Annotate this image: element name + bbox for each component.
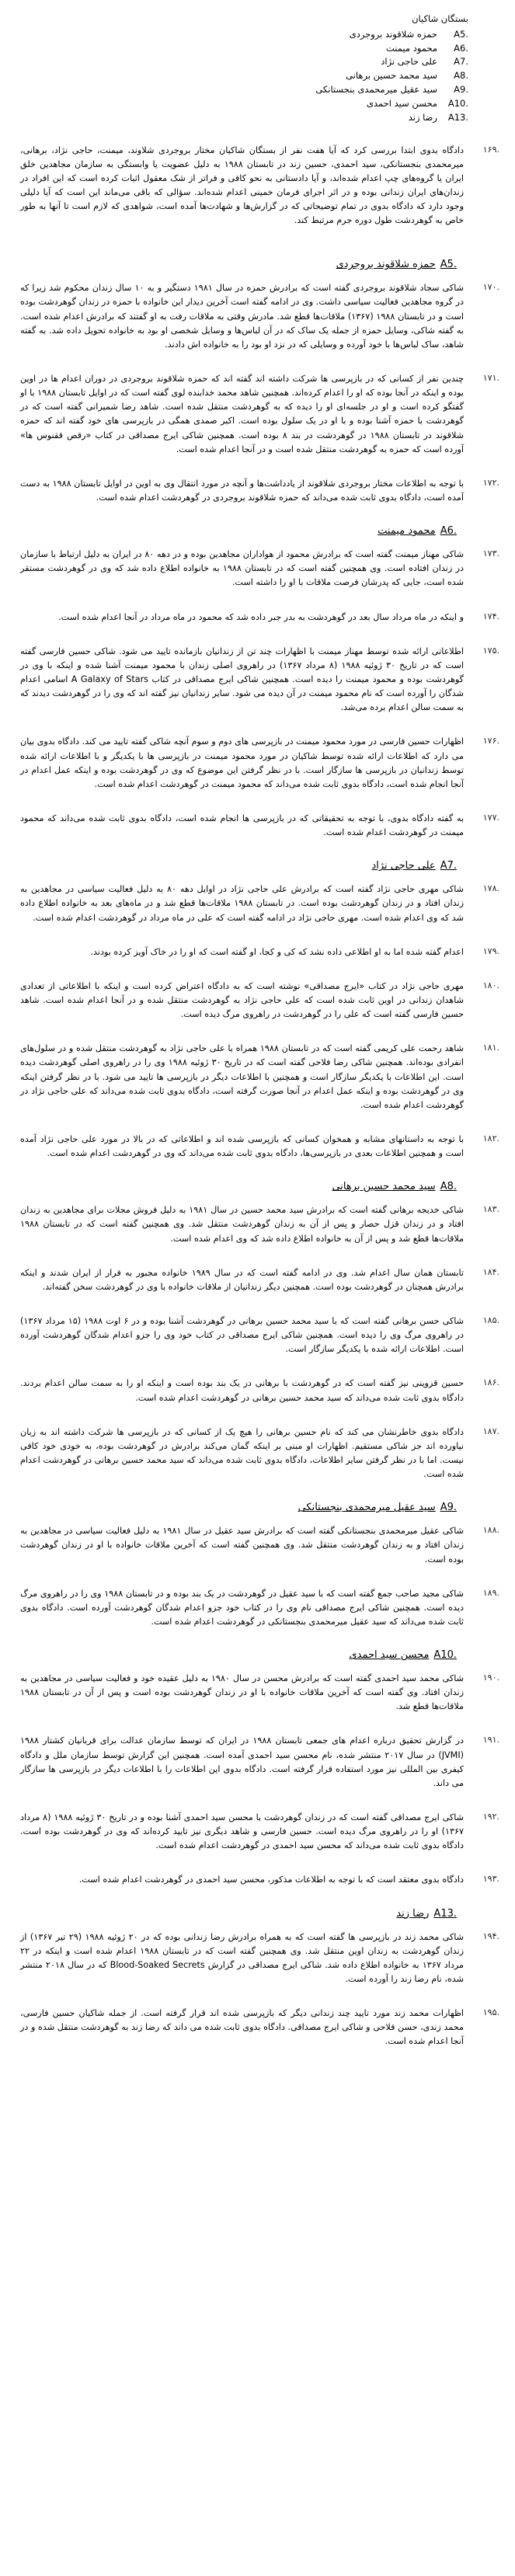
- paragraph: [16, 1672, 499, 1714]
- section-heading: A7.علی حاجی نژاد: [371, 860, 457, 872]
- paragraph-text: مهری حاجی نژاد در کتاب «ایرج مصداقی» نوشته است که به دادگاه اعتراض کرده است و اینکه با اطلاعاتی از تعدادی شاهدان زندانی در اوین ثابت شده است که علی حاجی نژاد به گوهردشت منتقل شده و در آنجا اعدام شده است. شاهد حسین فارسی گفته است که علی را در گوهردشت در راهروی مرگ دیده است.: [20, 980, 464, 1020]
- paragraph: [16, 611, 499, 625]
- section-heading: A6.محمود میمنت: [378, 525, 457, 538]
- paragraph: [16, 372, 499, 457]
- paragraph: [16, 645, 499, 715]
- paragraph-text: شاکی سجاد شلاقوند بروجردی گفته است که برادرش حمزه در سال ۱۹۸۱ دستگیر و به ۱۰ سال زندان محکوم شد زیرا که در گروه مجاهدین فعالیت سیاسی داشت. وی در ادامه گفته است آخرین دیدار این خانواده با حمزه در زندان گوهردشت بوده است و در تابستان ۱۹۸۸ (۱۳۶۷) ملاقات‌ها قطع شد. مادرش وقتی به ملاقات رفت به او گفتند که برادرش اعدام شده است. به گفته شاکی، وسایل حمزه از جمله یک ساک که در آن لباس‌ها و وسایل شخصی او بود به خانواده تحویل داده شد. به گفته شاهد، ساک لباس‌ها با خود آورده و وسایلی که در نزد او بود را به خانواده اش دادند.: [20, 283, 464, 350]
- paragraph-number: ١٩٠.: [482, 1673, 499, 1683]
- paragraph-number: ١٨٢.: [482, 1133, 499, 1144]
- paragraph: [16, 1873, 499, 1887]
- paragraph-number: ١٩٣.: [482, 1874, 499, 1885]
- paragraph-number: ١٨٠.: [482, 980, 499, 990]
- paragraph-number: ١٨۴.: [482, 1266, 499, 1277]
- paragraph: [16, 548, 499, 590]
- paragraph-text: شاکی مجید صاحب جمع گفته است که با سید عقیل در گوهردشت در یک بند بوده و در تابستان ۱۹۸۸ وی را در راهروی مرگ دیده است. همچنین شاکی ایرج مصداقی نام وی را در کتاب خود جزو اعدام شدگان گوهردشت آورده است. دادگاه بدوی ثابت شده می‌داند که سید عقیل میرمحمدی بنجستانکی در گوهردشت اعدام شده است.: [20, 1588, 464, 1627]
- paragraph-number: ١٧۶.: [482, 736, 499, 747]
- relatives-list-item: A6. محمود میمنت: [386, 42, 468, 54]
- paragraph-number: ١٧٠.: [482, 282, 499, 293]
- paragraph-number: ١٨٩.: [482, 1587, 499, 1598]
- paragraph: [16, 1587, 499, 1629]
- paragraph-number: ١٧۴.: [482, 611, 499, 621]
- paragraph-text: اعدام گفته شده اما به او اطلاعی داده نشد که کی و کجا، او گفته است که او را در خاک آویز کرده بودند.: [90, 946, 464, 957]
- relatives-list-item: A8. سید محمد حسین برهانی: [346, 70, 468, 82]
- paragraph-number: ١٧١.: [482, 373, 499, 384]
- relatives-list-title: بستگان شاکیان: [412, 13, 468, 24]
- paragraph: [16, 144, 499, 228]
- paragraph-number: ١٩۵.: [482, 2007, 499, 2018]
- paragraph-text: و اینکه در ماه مرداد سال بعد در گوهردشت به بدر جبر داده شد که محمود در ماه مرداد در آنجا اعدام شده است.: [58, 611, 464, 622]
- paragraph-text: با توجه به اطلاعات مختار بروجردی شلاقوند از یادداشت‌ها و آنچه در مورد انتقال وی به اوین در اوایل تابستان ۱۹۸۸ به دست آمده است، دادگاه بدوی ثابت شده می‌داند که حمزه شلاقوند بروجردی در گوهردشت اعدام شده است.: [20, 478, 464, 503]
- paragraph-number: ١٩١.: [482, 1735, 499, 1746]
- paragraph-number: ١٨۵.: [482, 1314, 499, 1325]
- paragraph-text: با توجه به داستانهای مشابه و همخوان کسانی که بازپرسی شده اند و اطلاعاتی که در بالا در مورد علی حاجی نژاد آمده است و همچنین اطلاعات بعدی در بازپرسی‌ها، دادگاه بدوی ثابت شده می‌داند که وی در گوهردشت اعدام شده است.: [20, 1133, 464, 1159]
- paragraph-text: شاهد رحمت علی کریمی گفته است که در تابستان ۱۹۸۸ همراه با علی حاجی نژاد به گوهردشت منتقل شده و در سلول‌های انفرادی بوده‌اند. همچنین شاکی رضا فلاحی گفته است که در تاریخ ۳۰ ژوئیه ۱۹۸۸ وی را در راهروی اصلی گوهردشت دیده است. این اطلاعات با یکدیگر سازگار است و همچنین با اطلاعات دیگر در بازپرسی ها تایید می شود. با در نظر گرفتن اینکه وی در گوهردشت بوده و اینکه عمل اعدام در آنجا صورت گرفته است، دادگاه بدوی ثابت شده می‌داند که علی حاجی نژاد در گوهردشت اعدام شده است.: [20, 1043, 465, 1110]
- paragraph-text: حسین قزوینی نیز گفته است که در گوهردشت با برهانی در یک بند بوده است و اینکه او را به سمت سالن اعدام بردند. دادگاه بدوی ثابت شده می‌داند که سید محمد حسین برهانی در گوهردشت اعدام شده است.: [20, 1378, 464, 1403]
- paragraph-number: ١٧٩.: [482, 945, 499, 956]
- paragraph-text: اطلاعاتی ارائه شده توسط مهناز میمنت با اظهارات چند تن از زندانیان بازمانده تایید می شود. شاکی حسین فارسی گفته است که در تاریخ ۳۰ ژوئیه ۱۹۸۸ (۸ مرداد ۱۳۶۷) در راهروی اصلی زندان با محمود میمنت آشنا شده و اینکه با وی در گوهردشت بوده و محمود میمنت را دیده است. همچنین شاکی ایرج مصداقی در کتاب A Galaxy of Stars اسامی اعدام شدگان را آورده است که نام محمود میمنت در آن دیده می شود. سایر زندانیان نیز گفته اند که وی را در گوهردشت دیدند که به سمت سالن اعدام برده می‌شد.: [20, 646, 464, 713]
- paragraph: [16, 1042, 499, 1112]
- paragraph: [16, 1426, 499, 1482]
- relatives-list: [16, 12, 468, 125]
- paragraph-text: دادگاه بدوی خاطرنشان می کند که نام حسین برهانی را هیچ یک از کسانی که در بازپرسی ها شرکت داشته اند به زبان نیاورده اند جز شاکی مستقیم. اظهارات او مبنی بر اینکه گمان می‌کند برادرش در گوهردشت بوده، به خودی خود کافی نیست. اما با در نظر گرفتن سایر اطلاعات، دادگاه بدوی ثابت شده می‌داند که سید محمد حسین برهانی در گوهردشت اعدام شده است.: [20, 1426, 464, 1480]
- paragraph-number: ١٧٨.: [482, 883, 499, 894]
- paragraph: [16, 1203, 499, 1245]
- paragraph: [16, 882, 499, 924]
- paragraph-number: ١٩۴.: [482, 1930, 499, 1941]
- paragraph-number: ١٧۵.: [482, 645, 499, 656]
- paragraph: [16, 1314, 499, 1356]
- paragraph-number: ١٧٢.: [482, 477, 499, 488]
- paragraph-text: اظهارات حسین فارسی در مورد محمود میمنت در بازپرسی های دوم و سوم آنچه شاکی گفته تایید می کند. دادگاه بدوی بیان می دارد که اطلاعات ارائه شده توسط شاکیان در مورد محمود میمنت در بازپرسی ها با یکدیگر و با اطلاعات ارائه شده توسط زندانیان در بازپرسی ها سازگار است. با در نظر گرفتن این موضوع که وی در گوهردشت بوده و اینکه عمل اعدام در آنجا انجام شده است، دادگاه بدوی ثابت شده می‌داند که محمود میمنت در گوهردشت اعدام شده است.: [20, 736, 464, 789]
- paragraph: [16, 945, 499, 959]
- section-heading: A10.محسن سید احمدی: [349, 1649, 457, 1662]
- paragraph-text: به گفته دادگاه بدوی، با توجه به تحقیقاتی که در بازپرسی ها انجام شده است، دادگاه بدوی ثابت شده می‌داند که محمود میمنت در گوهردشت اعدام شده است.: [20, 813, 464, 838]
- paragraph-text: اظهارات محمد زند مورد تایید چند زندانی دیگر که بازپرسی شده اند قرار گرفته است. از جمله شاکیان حسین فارسی، محمد زندی، حسن فلاحی و شاکی ایرج مصداقی. دادگاه بدوی ثابت شده می داند که رضا زند به گوهردشت منتقل شده و در آنجا اعدام شده است.: [20, 2008, 464, 2047]
- relatives-list-item: A7. علی حاجی نژاد: [381, 56, 468, 68]
- paragraph-text: دادگاه بدوی ابتدا بررسی کرد که آیا هفت نفر از بستگان شاکیان مختار بروجردی شلاوند، میمنت، حاجی نژاد، برهانی، میرمحمدی بنجستانکی، سید احمدی، حسین زند در تابستان ۱۹۸۸ به دلیل عضویت یا وابستگی به سازمان مجاهدین خلق ایران یا گروه‌های چپ اعدام شده‌اند، و آیا دادستانی به نحو کافی و فراتر از شک معقول اثبات کرده است که این افراد در زندان‌های ایران زندانی بوده و در اثر اجرای فرمان خمینی اعدام شده‌اند. سؤالی که باقی می‌ماند این است که آیا دلیلی وجود دارد که دادگاه بدوی در تمام توضیحاتی که در گزارش‌ها و شهادت‌ها آمده است، شواهدی که لازم است تا آنها به طور خاص به گوهردشت طول دوره جرم مرتبط کند.: [20, 144, 464, 226]
- paragraph: [16, 1811, 499, 1853]
- paragraph-number: ١٨١.: [482, 1043, 499, 1053]
- paragraph-number: ١٨۶.: [482, 1377, 499, 1388]
- paragraph-number: ١٩٢.: [482, 1812, 499, 1822]
- paragraph-number: ١٨٣.: [482, 1204, 499, 1215]
- paragraph: [16, 735, 499, 792]
- paragraph-text: دادگاه بدوی معتقد است که با توجه به اطلاعات مذکور، محسن سید احمدی در گوهردشت اعدام شده است.: [78, 1875, 464, 1885]
- section-heading: A13.رضا زند: [396, 1907, 457, 1920]
- paragraph-text: شاکی مهری حاجی نژاد گفته است که برادرش علی حاجی نژاد در اوایل دهه ۸۰ به دلیل فعالیت سیاسی در مجاهدین به زندان افتاد و در زندان گوهردشت بوده است. در تابستان ۱۹۸۸ ملاقات‌ها قطع شد و در ماه‌های بعد به خانواده اطلاع داده شد که وی اعدام شده است. مهری حاجی نژاد در ادامه گفته است که علی در ماه مرداد در گوهردشت اعدام شده است.: [20, 884, 464, 923]
- paragraph-number: ١٧٧.: [482, 813, 499, 823]
- paragraph-number: ١٨٧.: [482, 1426, 499, 1436]
- paragraph: [16, 1266, 499, 1294]
- paragraph: [16, 1930, 499, 1987]
- paragraph-number: ١۶٩.: [482, 144, 499, 155]
- paragraph-text: شاکی حسن برهانی گفته است که با سید محمد حسین برهانی در گوهردشت آشنا بوده و در ۶ اوت ۱۹۸۸ (۱۵ مرداد ۱۳۶۷) در راهروی مرگ وی را دیده است. همچنین شاکی ایرج مصداقی در کتاب خود وی را جزو اعدام شدگان گوهردشت آورده است. اطلاعات ارائه شده با یکدیگر سازگار است.: [20, 1315, 465, 1355]
- paragraph: [16, 1377, 499, 1405]
- paragraph-text: چندین نفر از کسانی که در بازپرسی ها شرکت داشته اند گفته اند که حمزه شلاقوند بروجردی در دوران اعدام ها در اوین بوده و اینکه در آنجا بوده که او را اعدام کرده‌اند. همچنین شاهد محمد خدابنده لوی گفته است که در اوایل تابستان ۱۹۸۸ با او گفتگو کرده است و او در جلسه‌ای او را دیده که به گوهردشت منتقل شده است. شاهد رضا شمیرانی گفته است که در گوهردشت با حمزه آشنا بوده و با او در یک سلول بوده است. اکبر صمدی همگی در بازپرسی های خود گفته اند که حمزه شلاقوند در تابستان ۱۹۸۸ در گوهردشت در بند ۸ بوده است. همچنین شاکی ایرج مصداقی در کتاب «رقص ققنوس ها» آورده است که حمزه به گوهردشت منتقل شده است و در آنجا اعدام شده است.: [20, 374, 464, 454]
- paragraph-text: در گزارش تحقیق درباره اعدام های جمعی تابستان ۱۹۸۸ در ایران که توسط سازمان عدالت برای قربانیان کشتار ۱۹۸۸ (JVMI) در سال ۲۰۱۷ منتشر شده، نام محسن سید احمدی آمده است. همچنین این گزارش توسط سازمان ملل و دادگاه کیفری بین المللی نیز مورد استفاده قرار گرفته است. دادگاه بدوی این اطلاعات را با اطلاعات دیگر در بازپرسی ها سازگار می داند.: [20, 1735, 464, 1788]
- paragraph: [16, 812, 499, 840]
- paragraph-number: ١٧٣.: [482, 548, 499, 559]
- paragraph-text: شاکی محمد زند در بازپرسی ها گفته است که به همراه برادرش رضا زندانی بوده که در ۲۰ ژوئیه ۱۹۸۸ (۲۹ تیر ۱۳۶۷) از زندان گوهردشت به زندان اوین منتقل شد. وی همچنین گفته است که در تابستان ۱۹۸۸ اعدام شده است و اینکه در ۲۲ مرداد ۱۳۶۷ به خانواده اطلاع داده شد. شاکی ایرج مصداقی در گزارش Blood-Soaked Secrets که در سال ۲۰۱۸ منتشر شده، نام رضا زند را آورده است.: [20, 1931, 465, 1985]
- section-heading: A9.سید عقیل میرمحمدی بنجستانکی: [298, 1502, 457, 1514]
- relatives-list-item: A5. حمزه شلاقوند بروجردی: [349, 28, 468, 40]
- paragraph: [16, 281, 499, 352]
- relatives-list-item: A10. محسن سید احمدی: [366, 97, 468, 109]
- paragraph-text: شاکی محمد سید احمدی گفته است که برادرش محسن در سال ۱۹۸۰ به دلیل عقیده خود و فعالیت سیاسی در مجاهدین به زندان افتاد. وی گفته است که آخرین ملاقات خانواده با او در زندان گوهردشت بوده است و پس از آن در تابستان ۱۹۸۸ ملاقات‌ها قطع شد.: [20, 1673, 464, 1712]
- paragraph: [16, 1133, 499, 1161]
- paragraph-text: تابستان همان سال اعدام شد. وی در ادامه گفته است که در سال ۱۹۸۹ خانواده مجبور به فرار از ایران شدند و اینکه برادرش همچنان در گوهردشت بوده است. همچنین دیگر زندانیان از ملاقات خانواده با وی در گوهردشت سخن گفته‌اند.: [20, 1267, 464, 1292]
- paragraph: [16, 1524, 499, 1566]
- relatives-list-item: A13. رضا زند: [408, 111, 468, 123]
- paragraph: [16, 2007, 499, 2049]
- paragraph: [16, 477, 499, 505]
- document-page: [16, 0, 499, 2049]
- paragraph: [16, 1734, 499, 1791]
- relatives-list-item: A9. سید عقیل میرمحمدی بنجستانکی: [315, 84, 468, 96]
- section-heading: A5.حمزه شلاقوند بروجردی: [336, 259, 457, 271]
- paragraph-text: شاکی عقیل میرمحمدی بنجستانکی گفته است که برادرش سید عقیل در سال ۱۹۸۱ به دلیل فعالیت سیاسی در مجاهدین به زندان افتاد و به زندان گوهردشت منتقل شد. وی همچنین گفته است که آخرین ملاقات خانواده با او در زندان گوهردشت بوده است.: [20, 1526, 464, 1565]
- paragraph-text: شاکی ایرج مصداقی گفته است که در زندان گوهردشت با محسن سید احمدی آشنا بوده و در تاریخ ۳۰ ژوئیه ۱۹۸۸ (۸ مرداد ۱۳۶۷) او را در راهروی مرگ دیده است. حسین فارسی و شاهد دیگری نیز تایید کرده‌اند که وی در گوهردشت بوده است. دادگاه بدوی ثابت شده می‌داند که محسن سید احمدی در گوهردشت اعدام شده است.: [20, 1812, 465, 1851]
- paragraph-number: ١٨٨.: [482, 1525, 499, 1536]
- section-heading: A8.سید محمد حسین برهانی: [332, 1181, 457, 1193]
- paragraph-text: شاکی مهناز میمنت گفته است که برادرش محمود از هواداران مجاهدین بوده و در دهه ۸۰ در ایران به دلیل ارتباط با سازمان در زندان افتاده است. وی همچنین گفته است که در تابستان ۱۹۸۸ به خانواده اطلاع داده شد که وی در گوهردشت مستقر شده است، جایی که پدرشان فرصت ملاقات با او را داشته است.: [20, 549, 464, 588]
- paragraph: [16, 980, 499, 1022]
- paragraph-text: شاکی خدیجه برهانی گفته است که برادرش سید محمد حسین در سال ۱۹۸۱ به دلیل فروش مجلات برای مجاهدین به زندان افتاد و در زندان قزل حصار و پس از آن به زندان گوهردشت منتقل شد. وی همچنین گفته است که در تابستان ۱۹۸۸ ملاقات‌ها قطع شد و پس از آن به خانواده اطلاع داده شد که وی اعدام شده است.: [20, 1205, 464, 1244]
